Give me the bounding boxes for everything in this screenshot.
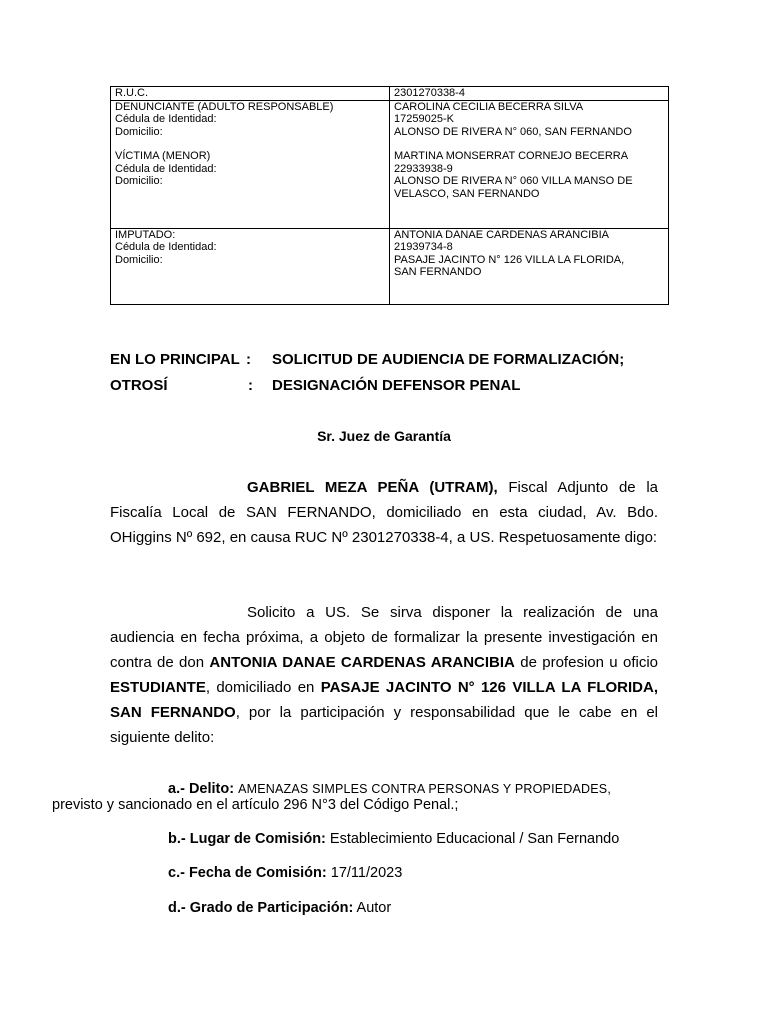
principal-value: SOLICITUD DE AUDIENCIA DE FORMALIZACIÓN;: [272, 351, 625, 368]
request-oficio: ESTUDIANTE: [110, 679, 206, 696]
request-imputado: ANTONIA DANAE CARDENAS ARANCIBIA: [209, 654, 515, 671]
victima-dom-label: Domicilio:: [115, 175, 163, 187]
table-row-ruc: [111, 87, 669, 101]
request-domicilio: PASAJE JACINTO N° 126 VILLA LA FLORIDA, SAN FERNANDO: [110, 679, 658, 721]
item-d-label: d.- Grado de Participación:: [168, 900, 354, 916]
imputado-labels-cell: [111, 228, 390, 304]
victima-address-line2: VELASCO, SAN FERNANDO: [394, 187, 540, 200]
ruc-value-cell: [390, 87, 669, 101]
request-text-1: Solicito a US. Se sirva disponer la realización de una audiencia en fecha próxima, a objeto de formalizar la presente investigación en contra de don: [110, 604, 658, 671]
victima-id: 22933938-9: [394, 162, 453, 175]
item-grado: [168, 900, 716, 916]
request-text-4: , por la participación y responsabilidad que le cabe en el siguiente delito:: [110, 704, 658, 746]
item-a-label: a.- Delito:: [168, 781, 235, 797]
victima-id-label: Cédula de Identidad:: [115, 162, 217, 175]
item-a-cont: previsto y sancionado en el artículo 296 N°3 del Código Penal.;: [52, 797, 459, 813]
request-text-3: , domiciliado en: [205, 679, 321, 696]
imputado-id-label: Cédula de Identidad:: [115, 241, 217, 253]
item-a-value: AMENAZAS SIMPLES CONTRA PERSONAS Y PROPIEDADES,: [238, 782, 612, 796]
prosecutor-name: GABRIEL MEZA PEÑA (UTRAM),: [247, 479, 498, 496]
item-fecha: [168, 865, 716, 881]
addressee-text: Sr. Juez de Garantía: [317, 428, 451, 444]
principal-label: EN LO PRINCIPAL: [110, 351, 240, 368]
request-paragraph: [110, 600, 658, 750]
denunciante-name: CAROLINA CECILIA BECERRA SILVA: [394, 100, 584, 113]
item-d-value: Autor: [356, 900, 392, 916]
victima-address-line1: ALONSO DE RIVERA N° 060 VILLA MANSO DE: [394, 175, 633, 187]
denunciante-id-label: Cédula de Identidad:: [115, 113, 217, 125]
otrosi-colon: :: [248, 377, 253, 394]
intro-paragraph: [110, 475, 658, 550]
imputado-address-line2: SAN FERNANDO: [394, 266, 482, 278]
item-c-value: 17/11/2023: [330, 865, 403, 881]
denunciante-address: ALONSO DE RIVERA N° 060, SAN FERNANDO: [394, 125, 632, 138]
principal-colon: :: [246, 351, 251, 368]
ruc-value: 2301270338-4: [394, 87, 465, 99]
item-c-label: c.- Fecha de Comisión:: [168, 865, 327, 881]
imputado-values-cell: [390, 228, 669, 304]
imputado-dom-label: Domicilio:: [115, 253, 163, 266]
ruc-label: R.U.C.: [115, 87, 148, 99]
table-row-parties: [111, 100, 669, 228]
denunciante-id: 17259025-K: [394, 113, 454, 125]
otrosi-label: OTROSÍ: [110, 377, 168, 394]
request-text-2: de profesion u oficio: [514, 654, 658, 671]
denunciante-header: DENUNCIANTE (ADULTO RESPONSABLE): [115, 100, 334, 113]
imputado-header: IMPUTADO:: [115, 228, 176, 241]
parties-values-cell: [390, 100, 669, 228]
case-info-table: [110, 86, 669, 305]
ruc-label-cell: [111, 87, 390, 101]
parties-labels-cell: [111, 100, 390, 228]
imputado-address-line1: PASAJE JACINTO N° 126 VILLA LA FLORIDA,: [394, 253, 625, 266]
otrosi-value: DESIGNACIÓN DEFENSOR PENAL: [272, 377, 521, 394]
victima-header: VÍCTIMA (MENOR): [115, 150, 211, 162]
imputado-id: 21939734-8: [394, 241, 453, 253]
intro-text: Fiscal Adjunto de la Fiscalía Local de SAN FERNANDO, domiciliado en esta ciudad, Av. Bdo. OHiggins Nº 692, en causa RUC Nº 2301270338-4, a US. Respetuosamente digo:: [110, 479, 658, 546]
table-row-imputado: [111, 228, 669, 304]
addressee: [0, 428, 768, 444]
item-b-label: b.- Lugar de Comisión:: [168, 831, 326, 847]
denunciante-dom-label: Domicilio:: [115, 125, 163, 138]
item-b-value: Establecimiento Educacional / San Fernando: [329, 831, 620, 847]
item-delito: [52, 781, 658, 813]
imputado-name: ANTONIA DANAE CARDENAS ARANCIBIA: [394, 228, 609, 241]
victima-name: MARTINA MONSERRAT CORNEJO BECERRA: [394, 150, 629, 162]
item-lugar: [168, 831, 716, 847]
